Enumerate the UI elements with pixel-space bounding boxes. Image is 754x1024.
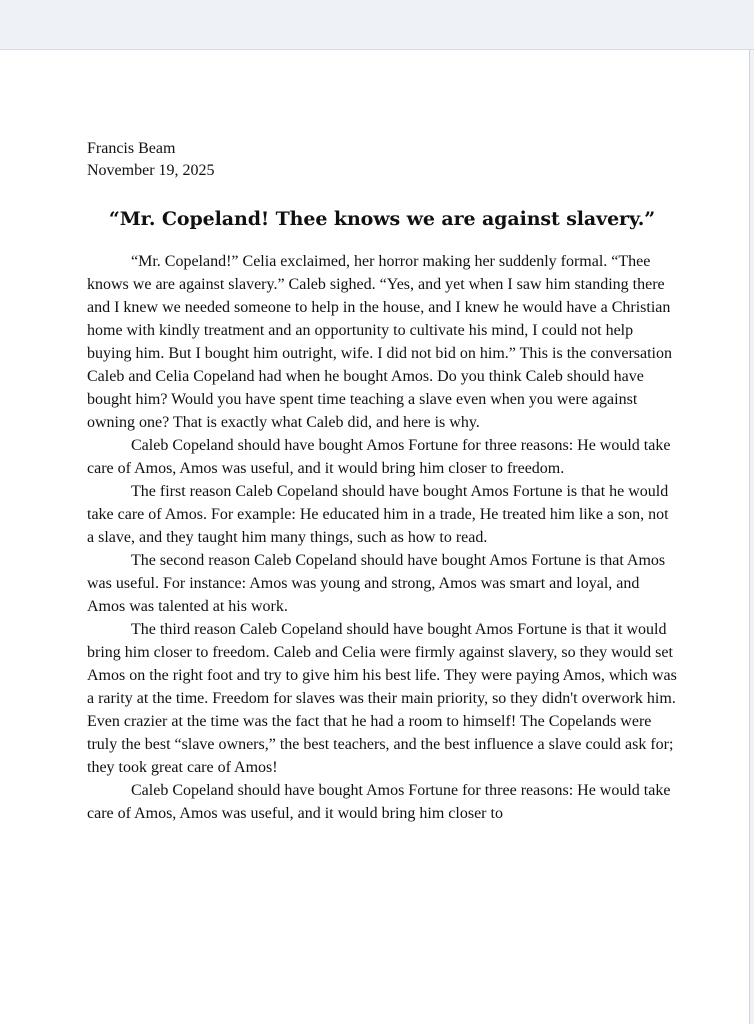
author-name: Francis Beam xyxy=(87,140,176,157)
document-date: November 19, 2025 xyxy=(87,162,215,179)
document-title: “Mr. Copeland! Thee knows we are against slavery.” xyxy=(108,208,656,230)
paragraph-intro: “Mr. Copeland!” Celia exclaimed, her horror making her suddenly formal. “Thee knows we are against slavery.” Caleb sighed. “Yes, and yet when I saw him standing there and I knew we needed someone to help in the house, and I knew he would have a Christian home with kindly treatment and an opportunity to cultivate his mind, I could not help buying him. But I bought him outright, wife. I did not bid on him.” This is the conversation Caleb and Celia Copeland had when he bought Amos. Do you think Caleb should have bought him? Would you have spent time teaching a slave even when you were against owning one? That is exactly what Caleb did, and here is why. xyxy=(87,253,672,431)
paragraph-third-reason: The third reason Caleb Copeland should have bought Amos Fortune is that it would bring him closer to freedom. Caleb and Celia were firmly against slavery, so they would set Amos on the right foot and try to give him his best life. They were paying Amos, which was a rarity at the time. Freedom for slaves was their main priority, so they didn't overwork him. Even crazier at the time was the fact that he had a room to himself! The Copelands were truly the best “slave owners,” the best teachers, and the best influence a slave could ask for; they took great care of Amos! xyxy=(87,621,677,776)
paragraph-second-reason: The second reason Caleb Copeland should have bought Amos Fortune is that Amos was useful. For instance: Amos was young and strong, Amos was smart and loyal, and Amos was talented at his work. xyxy=(87,552,666,615)
paragraph-conclusion: Caleb Copeland should have bought Amos Fortune for three reasons: He would take care of Amos, Amos was useful, and it would bring him closer to xyxy=(87,782,671,822)
paragraph-thesis: Caleb Copeland should have bought Amos Fortune for three reasons: He would take care of Amos, Amos was useful, and it would bring him closer to freedom. xyxy=(87,437,671,477)
paragraph-first-reason: The first reason Caleb Copeland should have bought Amos Fortune is that he would take care of Amos. For example: He educated him in a trade, He treated him like a son, not a slave, and they taught him many things, such as how to read. xyxy=(87,483,669,546)
document-page xyxy=(0,50,750,1024)
document-body xyxy=(87,138,677,825)
viewer-top-bar xyxy=(0,0,754,50)
